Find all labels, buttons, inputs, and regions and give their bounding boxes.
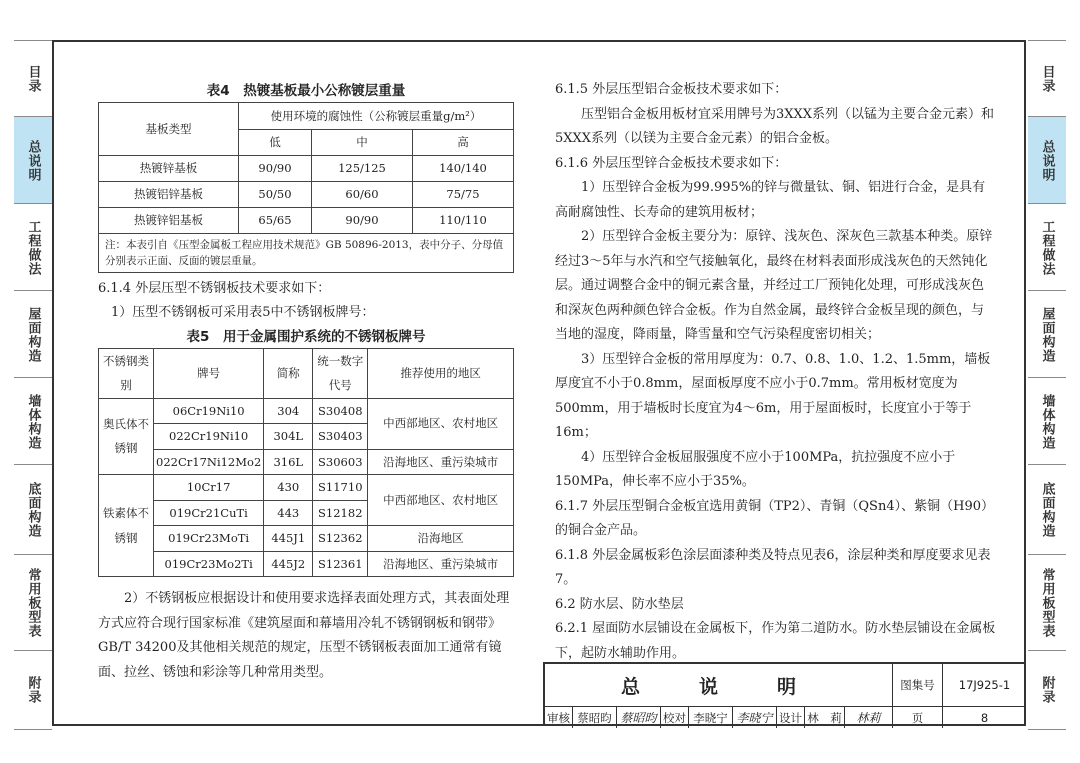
table4-cell: 热镀铝锌基板 — [99, 181, 239, 207]
section-6-2: 6.2 防水层、防水垫层 — [555, 596, 684, 612]
table4-cell: 60/60 — [311, 181, 412, 207]
table5-header: 牌号 — [154, 348, 264, 398]
table5-header: 简称 — [264, 348, 313, 398]
check-name: 李晓宁 — [689, 707, 733, 728]
table4-header-type: 基板类型 — [99, 103, 239, 156]
table4-cell: 热镀锌铝基板 — [99, 207, 239, 233]
left-tab-strip — [14, 40, 52, 728]
tab-bottom[interactable]: 底面构造 — [14, 464, 52, 555]
table5-cell: 019Cr23MoTi — [154, 526, 264, 552]
table5-cell: S12182 — [313, 500, 368, 526]
table5-cell: 022Cr17Ni12Mo2 — [154, 449, 264, 475]
page-label: 页 — [893, 707, 943, 728]
tab-appendix[interactable]: 附录 — [14, 650, 52, 730]
table-row — [99, 155, 514, 181]
tab-roof[interactable]: 屋面构造 — [14, 290, 52, 378]
table-row — [99, 526, 514, 552]
table4-cell: 90/90 — [311, 207, 412, 233]
check-label: 校对 — [661, 707, 689, 728]
tab-contents[interactable]: 目录 — [1028, 40, 1066, 117]
right-tab-strip — [1028, 40, 1066, 728]
table-row — [99, 449, 514, 475]
tab-wall[interactable]: 墙体构造 — [1028, 377, 1066, 465]
table4-header-high: 高 — [412, 130, 513, 156]
tab-contents[interactable]: 目录 — [14, 40, 52, 117]
table4-note: 注：本表引自《压型金属板工程应用技术规范》GB 50896-2013，表中分子、分母值分别表示正面、反面的镀层重量。 — [99, 233, 514, 272]
atlas-number: 17J925-1 — [958, 678, 1011, 692]
table5-cell: S12362 — [313, 526, 368, 552]
review-name: 蔡昭昀 — [573, 707, 617, 728]
tab-appendix[interactable]: 附录 — [1028, 650, 1066, 730]
tab-panel-types[interactable]: 常用板型表 — [1028, 554, 1066, 651]
table5-cell: 304 — [264, 398, 313, 424]
table-row — [99, 207, 514, 233]
section-6-1-4-item-2: 2）不锈钢板应根据设计和使用要求选择表面处理方式，其表面处理方式应符合现行国家标准《建筑屋面和幕墙用冷轧不锈钢钢板和钢带》GB/T 34200及其他相关规范的规定，压型不锈钢板表面加工通常有镜面、拉丝、锈蚀和彩涂等几种常用类型。 — [98, 591, 510, 680]
check-signature: 李晓宁 — [733, 707, 777, 728]
table4-cell: 65/65 — [239, 207, 312, 233]
table5-cell: S30408 — [313, 398, 368, 424]
table5-header: 不锈钢类别 — [99, 348, 154, 398]
title-block — [543, 662, 1026, 726]
drawing-title: 总 说 明 — [545, 664, 893, 706]
tab-roof[interactable]: 屋面构造 — [1028, 290, 1066, 378]
table5-cell: S11710 — [313, 475, 368, 501]
table4-cell: 75/75 — [412, 181, 513, 207]
table4-note-row — [99, 233, 514, 272]
section-6-1-8: 6.1.8 外层金属板彩色涂层面漆种类及特点见表6，涂层种类和厚度要求见表7。 — [555, 547, 991, 587]
section-6-1-7: 6.1.7 外层压型铜合金板宜选用黄铜（TP2）、青铜（QSn4）、紫铜（H90）的铜合金产品。 — [555, 498, 994, 538]
section-6-1-6: 6.1.6 外层压型锌合金板技术要求如下： — [555, 155, 788, 171]
design-signature: 林莉 — [845, 707, 893, 728]
table5-cell: 10Cr17 — [154, 475, 264, 501]
section-6-1-6-item-4: 4）压型锌合金板屈服强度不应小于100MPa，抗拉强度不应小于150MPa，伸长率不应小于35%。 — [555, 449, 956, 489]
table-row — [99, 181, 514, 207]
table5-caption: 表5 用于金属围护系统的不锈钢板牌号 — [186, 328, 426, 345]
table4-header-low: 低 — [239, 130, 312, 156]
atlas-label: 图集号 — [893, 664, 943, 706]
table5-region: 沿海地区、重污染城市 — [368, 449, 514, 475]
table4-cell: 90/90 — [239, 155, 312, 181]
section-6-1-6-item-3: 3）压型锌合金板的常用厚度为：0.7、0.8、1.0、1.2、1.5mm，墙板厚度宜不小于0.8mm，屋面板厚度不应小于0.7mm。常用板材宽度为500mm，用于墙板时长度宜为4～6m，用于屋面板时，长度宜小于等于16m； — [555, 351, 991, 440]
table4-cell: 140/140 — [412, 155, 513, 181]
table5-region: 沿海地区、重污染城市 — [368, 551, 514, 577]
section-6-1-6-item-1: 1）压型锌合金板为99.995%的锌与微量钛、铜、铝进行合金，是具有高耐腐蚀性、长寿命的建筑用板材； — [555, 180, 986, 220]
tab-general[interactable]: 总说明 — [1028, 116, 1066, 204]
table5-group-austenitic: 奥氏体不锈钢 — [99, 398, 154, 475]
section-6-1-5-body: 压型铝合金板用板材宜采用牌号为3XXX系列（以锰为主要合金元素）和5XXX系列（以镁为主要合金元素）的铝合金板。 — [555, 106, 995, 146]
table5-cell: S12361 — [313, 551, 368, 577]
table5-cell: 304L — [264, 424, 313, 450]
table4-header-mid: 中 — [311, 130, 412, 156]
tab-wall[interactable]: 墙体构造 — [14, 377, 52, 465]
table5 — [98, 348, 514, 578]
table-row — [99, 475, 514, 501]
table5-region: 中西部地区、农村地区 — [368, 475, 514, 526]
table5-cell: 06Cr19Ni10 — [154, 398, 264, 424]
section-6-1-4: 6.1.4 外层压型不锈钢板技术要求如下： — [98, 280, 331, 296]
section-6-1-5: 6.1.5 外层压型铝合金板技术要求如下： — [555, 82, 788, 97]
right-column — [555, 78, 996, 666]
table4-cell: 热镀锌基板 — [99, 155, 239, 181]
tab-construction[interactable]: 工程做法 — [1028, 203, 1066, 291]
tab-panel-types[interactable]: 常用板型表 — [14, 554, 52, 651]
design-name: 林 莉 — [805, 707, 845, 728]
tab-general[interactable]: 总说明 — [14, 116, 52, 204]
design-label: 设计 — [777, 707, 805, 728]
table4-cell: 50/50 — [239, 181, 312, 207]
table5-group-ferritic: 铁素体不锈钢 — [99, 475, 154, 577]
table4-header-corrosivity: 使用环境的腐蚀性（公称镀层重量g/m²） — [239, 103, 514, 130]
table5-region: 沿海地区 — [368, 526, 514, 552]
tab-construction[interactable]: 工程做法 — [14, 203, 52, 291]
table5-region: 中西部地区、农村地区 — [368, 398, 514, 449]
table5-cell: 445J1 — [264, 526, 313, 552]
review-label: 审核 — [545, 707, 573, 728]
table5-cell: 430 — [264, 475, 313, 501]
table4-cell: 125/125 — [311, 155, 412, 181]
table5-cell: 445J2 — [264, 551, 313, 577]
table5-cell: 019Cr23Mo2Ti — [154, 551, 264, 577]
table5-cell: 443 — [264, 500, 313, 526]
table4-cell: 110/110 — [412, 207, 513, 233]
page-number: 8 — [980, 710, 989, 725]
review-signature: 蔡昭昀 — [617, 707, 661, 728]
table5-cell: S30403 — [313, 424, 368, 450]
section-6-2-1: 6.2.1 屋面防水层铺设在金属板下，作为第二道防水。防水垫层铺设在金属板下，起防水辅助作用。 — [555, 621, 996, 661]
table5-cell: 022Cr19Ni10 — [154, 424, 264, 450]
section-6-1-4-item-1: 1）压型不锈钢板可采用表5中不锈钢板牌号： — [111, 305, 375, 320]
table4-caption: 表4 热镀基板最小公称镀层重量 — [206, 83, 406, 99]
table5-cell: S30603 — [313, 449, 368, 475]
table5-header: 推荐使用的地区 — [368, 348, 514, 398]
table5-cell: 316L — [264, 449, 313, 475]
tab-bottom[interactable]: 底面构造 — [1028, 464, 1066, 555]
left-column — [98, 80, 514, 685]
table-row — [99, 398, 514, 424]
table5-header: 统一数字代号 — [313, 348, 368, 398]
section-6-1-6-item-2: 2）压型锌合金板主要分为：原锌、浅灰色、深灰色三款基本种类。原锌经过3～5年与水汽和空气接触氧化，最终在材料表面形成浅灰色的天然钝化层。通过调整合金中的铜元素含量，并经过工厂预钝化处理，可形成浅灰色和深灰色两种颜色锌合金板。作为自然金属，最终锌合金板呈现的颜色，与当地的湿度，降雨量，降雪量和空气污染程度密切相关； — [555, 229, 993, 342]
table-row — [99, 551, 514, 577]
table4 — [98, 102, 514, 273]
table5-cell: 019Cr21CuTi — [154, 500, 264, 526]
